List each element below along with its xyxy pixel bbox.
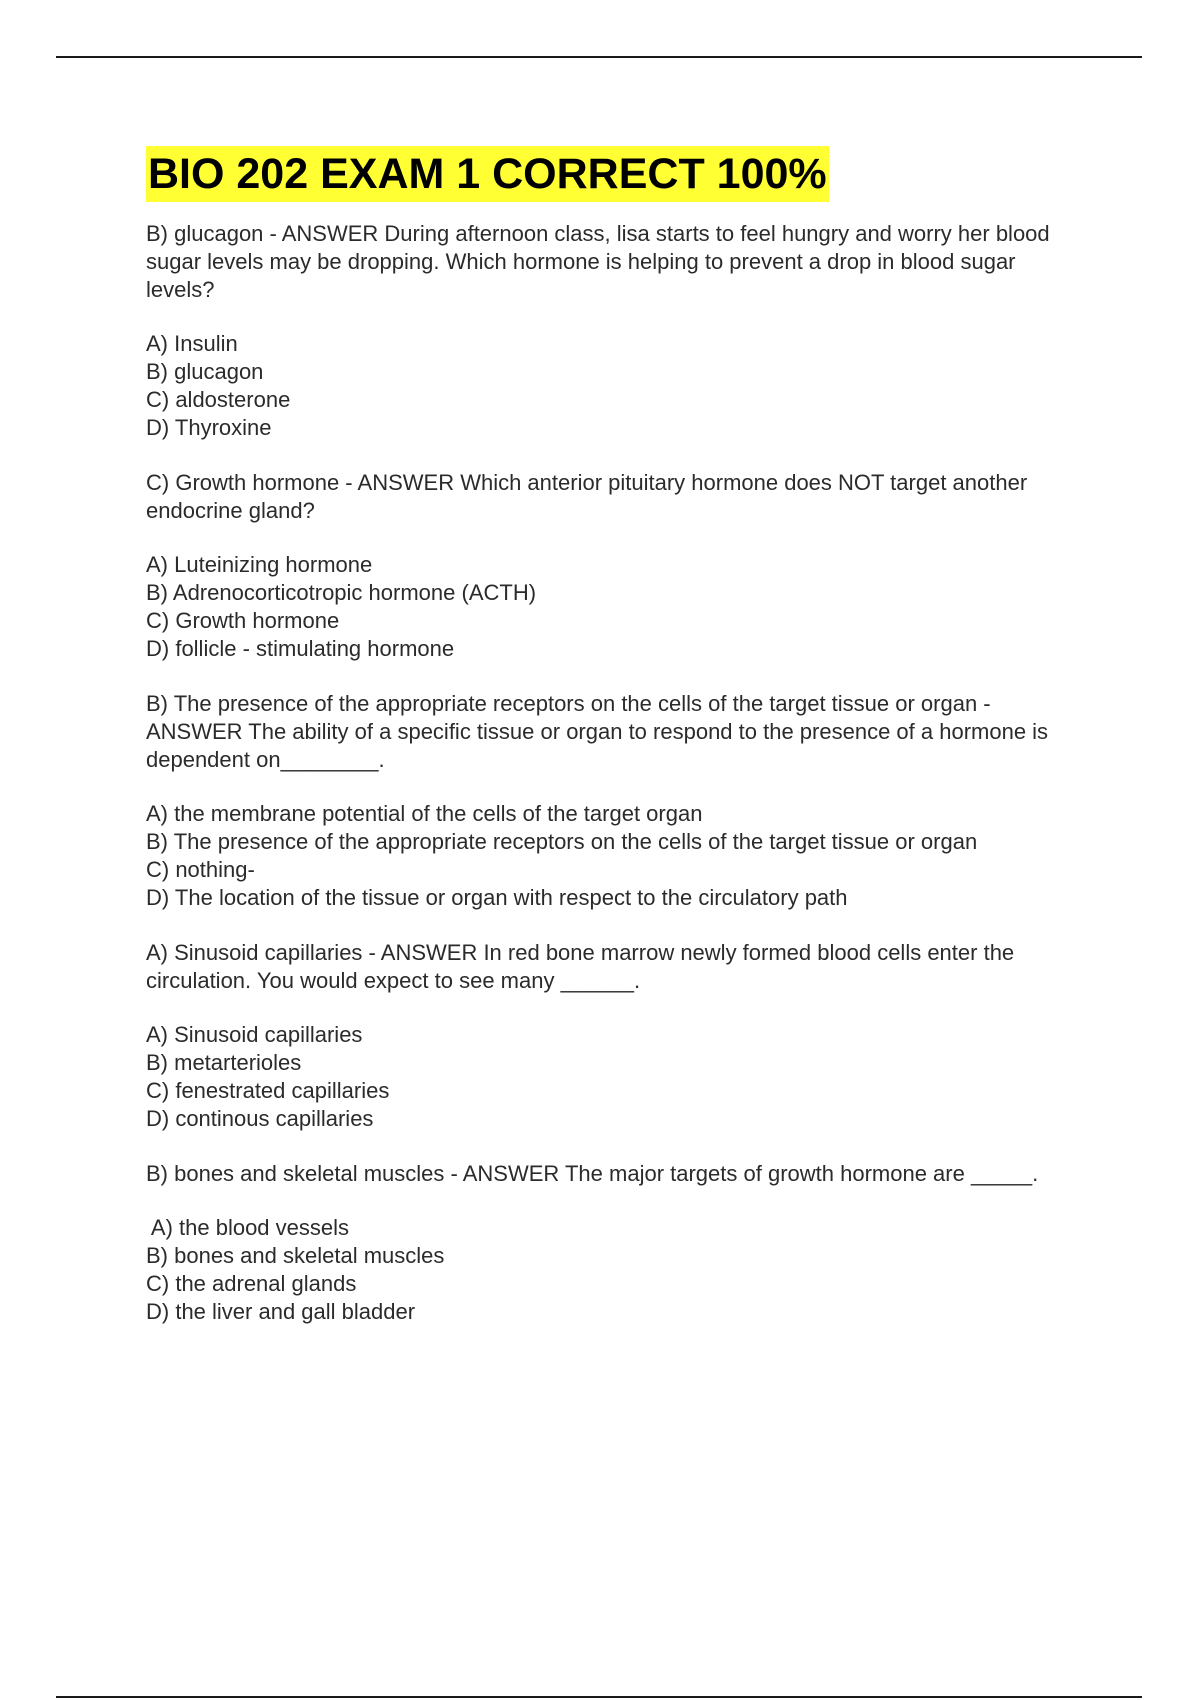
choice-list [146, 1021, 1086, 1133]
choice-a: A) Sinusoid capillaries [146, 1022, 363, 1047]
choice-list [146, 1214, 1086, 1326]
choice-list [146, 551, 1086, 663]
question-block-2 [146, 469, 1086, 663]
top-rule [56, 56, 1142, 58]
question-text: C) Growth hormone - ANSWER Which anterior pituitary hormone does NOT target another endocrine gland? [146, 470, 1028, 523]
question-block-5 [146, 1160, 1086, 1326]
choice-c: C) nothing- [146, 857, 255, 882]
choice-d: D) follicle - stimulating hormone [146, 636, 455, 661]
choice-a: A) the membrane potential of the cells of the target organ [146, 801, 703, 826]
choice-list [146, 330, 1086, 442]
choice-a: A) the blood vessels [146, 1215, 350, 1240]
bottom-rule [56, 1696, 1142, 1698]
question-text: B) The presence of the appropriate receptors on the cells of the target tissue or organ - ANSWER The ability of a specific tissue or organ to respond to the presence of a hormone is dependent on________. [146, 691, 1049, 772]
choice-b: B) metarterioles [146, 1050, 302, 1075]
question-block-1 [146, 220, 1086, 442]
choice-b: B) bones and skeletal muscles [146, 1243, 445, 1268]
question-list [146, 220, 1086, 1326]
document-title: BIO 202 EXAM 1 CORRECT 100% [146, 146, 829, 202]
choice-b: B) Adrenocorticotropic hormone (ACTH) [146, 580, 537, 605]
choice-list [146, 800, 1086, 912]
question-text: B) glucagon - ANSWER During afternoon class, lisa starts to feel hungry and worry her blood sugar levels may be dropping. Which hormone is helping to prevent a drop in blood sugar levels? [146, 221, 1050, 302]
choice-c: C) aldosterone [146, 387, 291, 412]
choice-c: C) the adrenal glands [146, 1271, 357, 1296]
choice-d: D) continous capillaries [146, 1106, 374, 1131]
choice-b: B) The presence of the appropriate receptors on the cells of the target tissue or organ [146, 829, 978, 854]
question-text: A) Sinusoid capillaries - ANSWER In red bone marrow newly formed blood cells enter the circulation. You would expect to see many ______. [146, 940, 1015, 993]
choice-c: C) fenestrated capillaries [146, 1078, 390, 1103]
choice-d: D) The location of the tissue or organ with respect to the circulatory path [146, 885, 848, 910]
question-text: B) bones and skeletal muscles - ANSWER The major targets of growth hormone are _____. [146, 1161, 1039, 1186]
choice-d: D) Thyroxine [146, 415, 272, 440]
question-block-3 [146, 690, 1086, 912]
choice-c: C) Growth hormone [146, 608, 340, 633]
choice-a: A) Insulin [146, 331, 238, 356]
choice-b: B) glucagon [146, 359, 264, 384]
choice-a: A) Luteinizing hormone [146, 552, 373, 577]
choice-d: D) the liver and gall bladder [146, 1299, 416, 1324]
page-content [146, 146, 1086, 1353]
question-block-4 [146, 939, 1086, 1133]
